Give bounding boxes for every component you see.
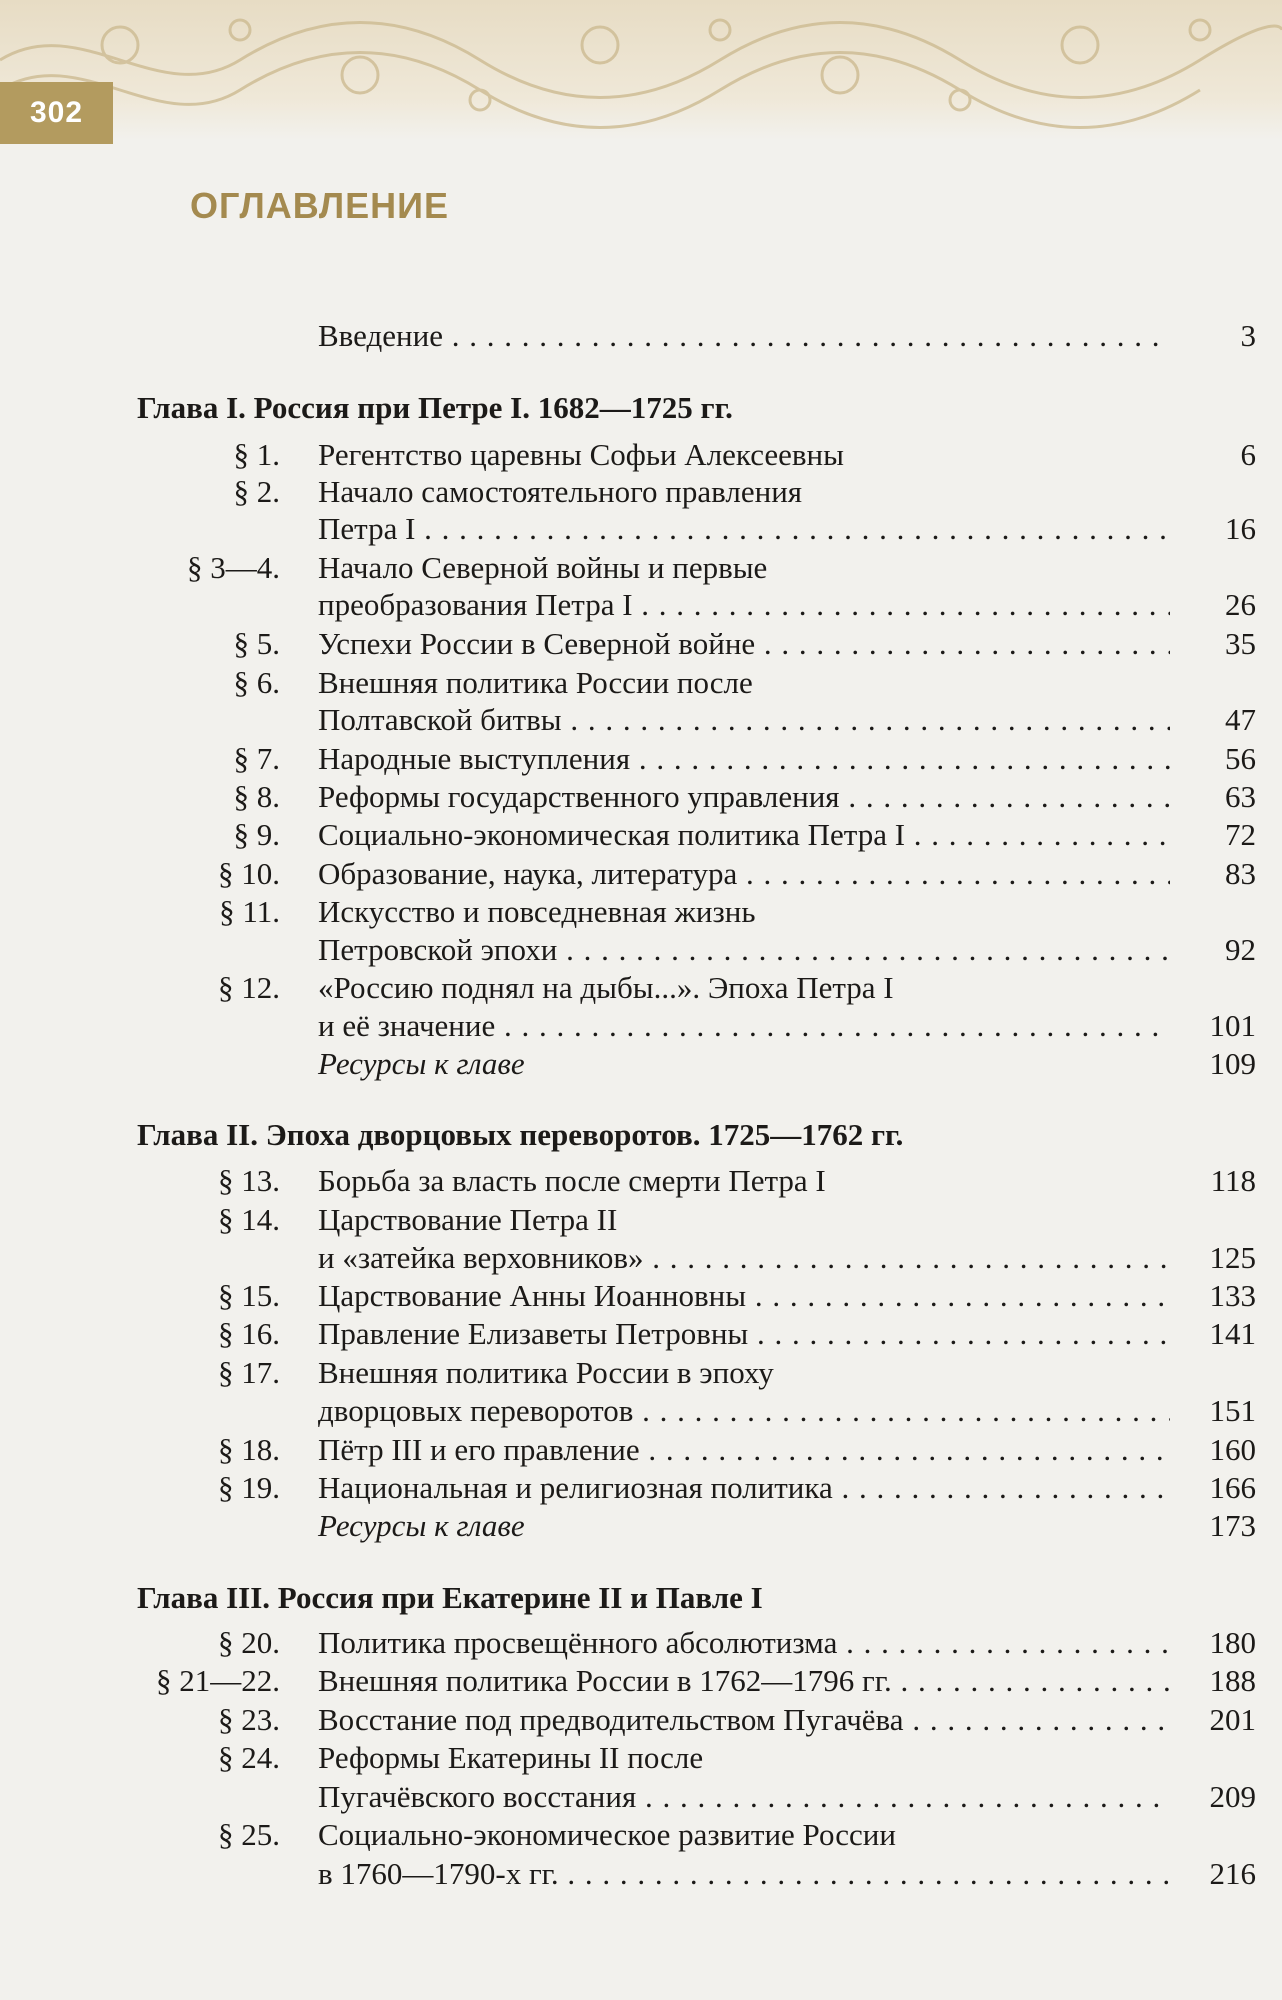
toc-entry-title[interactable]: Внешняя политика России после — [318, 665, 753, 700]
toc-entry-title[interactable]: Восстание под предводительством Пугачёва . . . — [318, 1702, 1170, 1738]
toc-page: 26 — [1170, 587, 1256, 623]
toc-num: § 19. — [218, 1470, 280, 1505]
toc-page: 133 — [1170, 1278, 1256, 1314]
toc-title: ОГЛАВЛЕНИЕ — [190, 185, 450, 226]
toc-num: § 20. — [218, 1625, 280, 1660]
toc-page: 188 — [1170, 1663, 1256, 1699]
toc-num: § 3—4. — [187, 550, 280, 585]
toc-page: 160 — [1170, 1432, 1256, 1468]
toc-page: 125 — [1170, 1240, 1256, 1276]
toc-entry-title[interactable]: Начало самостоятельного правления — [318, 474, 803, 509]
toc-entry-title[interactable]: Борьба за власть после смерти Петра I — [318, 1163, 826, 1198]
toc-entry-title-cont[interactable]: Полтавской битвы . . . — [318, 702, 1170, 738]
toc-entry-intro[interactable]: Введение . . . — [318, 318, 1170, 354]
toc-entry-resources[interactable]: Ресурсы к главе — [318, 1508, 525, 1543]
toc-entry-resources[interactable]: Ресурсы к главе — [318, 1046, 525, 1081]
toc-entry-title[interactable]: Реформы Екатерины II после — [318, 1740, 704, 1775]
toc-entry-title[interactable]: Царствование Петра II — [318, 1202, 618, 1237]
toc-entry-title[interactable]: Успехи России в Северной войне . . . — [318, 626, 1170, 662]
toc-entry-title-cont[interactable]: в 1760—1790-х гг. . . . — [318, 1856, 1170, 1892]
toc-entry-title-cont[interactable]: преобразования Петра I . . . — [318, 587, 1170, 623]
toc-num: § 15. — [218, 1278, 280, 1313]
toc-num: § 7. — [233, 741, 280, 776]
toc-page: 151 — [1170, 1393, 1256, 1429]
toc-page: 16 — [1170, 511, 1256, 547]
toc-page: 56 — [1170, 741, 1256, 777]
toc-entry-title-cont[interactable]: и «затейка верховников» . . . — [318, 1240, 1170, 1276]
toc-num: § 11. — [219, 894, 280, 929]
chapter-1-title[interactable]: Глава I. Россия при Петре I. 1682—1725 гг. — [137, 390, 733, 425]
toc-entry-title-cont[interactable]: дворцовых переворотов . . . — [318, 1393, 1170, 1429]
toc-page-intro: 3 — [1170, 318, 1256, 354]
toc-page: 109 — [1170, 1046, 1256, 1082]
toc-num: § 17. — [218, 1355, 280, 1390]
toc-num: § 9. — [233, 817, 280, 852]
toc-entry-title[interactable]: Регентство царевны Софьи Алексеевны — [318, 437, 844, 472]
toc-page: 173 — [1170, 1508, 1256, 1544]
toc-page: 72 — [1170, 817, 1256, 853]
toc-entry-title[interactable]: Национальная и религиозная политика . . . — [318, 1470, 1170, 1506]
toc-page: 216 — [1170, 1856, 1256, 1892]
toc-num: § 8. — [233, 779, 280, 814]
page-number-tab: 302 — [0, 82, 113, 144]
toc-entry-title[interactable]: Царствование Анны Иоанновны . . . — [318, 1278, 1170, 1314]
toc-page: 35 — [1170, 626, 1256, 662]
chapter-3-title[interactable]: Глава III. Россия при Екатерине II и Павле I — [137, 1580, 763, 1615]
toc-num: § 2. — [233, 474, 280, 509]
toc-page: 83 — [1170, 856, 1256, 892]
toc-page: 180 — [1170, 1625, 1256, 1661]
toc-entry-title[interactable]: Реформы государственного управления . . . — [318, 779, 1170, 815]
toc-num: § 25. — [218, 1817, 280, 1852]
toc-entry-title[interactable]: Социально-экономическое развитие России — [318, 1817, 896, 1852]
toc-entry-title-cont[interactable]: Петровской эпохи . . . — [318, 932, 1170, 968]
toc-entry-title[interactable]: Политика просвещённого абсолютизма . . . — [318, 1625, 1170, 1661]
toc-num: § 24. — [218, 1740, 280, 1775]
toc-entry-title[interactable]: Социально-экономическая политика Петра I . . . — [318, 817, 1170, 853]
toc-num: § 12. — [218, 970, 280, 1005]
toc-num: § 16. — [218, 1316, 280, 1351]
toc-entry-title[interactable]: Начало Северной войны и первые — [318, 550, 768, 585]
toc-entry-title[interactable]: Пётр III и его правление . . . — [318, 1432, 1170, 1468]
toc-entry-title-cont[interactable]: Петра I . . . — [318, 511, 1170, 547]
toc-entry-title-cont[interactable]: Пугачёвского восстания . . . — [318, 1779, 1170, 1815]
toc-page: 101 — [1170, 1008, 1256, 1044]
toc-page: 141 — [1170, 1316, 1256, 1352]
toc-num: § 13. — [218, 1163, 280, 1198]
toc-num: § 10. — [218, 856, 280, 891]
toc-entry-title[interactable]: Образование, наука, литература . . . — [318, 856, 1170, 892]
toc-entry-title[interactable]: Искусство и повседневная жизнь — [318, 894, 756, 929]
toc-num: § 21—22. — [156, 1663, 280, 1698]
toc-num: § 18. — [218, 1432, 280, 1467]
toc-page: 118 — [1170, 1163, 1256, 1199]
chapter-2-title[interactable]: Глава II. Эпоха дворцовых переворотов. 1725—1762 гг. — [137, 1117, 904, 1152]
toc-entry-title[interactable]: Правление Елизаветы Петровны . . . — [318, 1316, 1170, 1352]
toc-entry-title[interactable]: Внешняя политика России в эпоху — [318, 1355, 774, 1390]
toc-num: § 1. — [233, 437, 280, 472]
toc-page: 47 — [1170, 702, 1256, 738]
toc-entry-title[interactable]: «Россию поднял на дыбы...». Эпоха Петра I — [318, 970, 894, 1005]
toc-page: 166 — [1170, 1470, 1256, 1506]
toc-page: 63 — [1170, 779, 1256, 815]
toc-entry-title-cont[interactable]: и её значение . . . — [318, 1008, 1170, 1044]
toc-entry-title[interactable]: Народные выступления . . . — [318, 741, 1170, 777]
toc-num: § 23. — [218, 1702, 280, 1737]
toc-num: § 6. — [233, 665, 280, 700]
toc-num: § 14. — [218, 1202, 280, 1237]
toc-page: 201 — [1170, 1702, 1256, 1738]
toc-page: 92 — [1170, 932, 1256, 968]
toc-page: 209 — [1170, 1779, 1256, 1815]
toc-num: § 5. — [233, 626, 280, 661]
toc-page: 6 — [1170, 437, 1256, 473]
toc-entry-title[interactable]: Внешняя политика России в 1762—1796 гг. . . . — [318, 1663, 1170, 1699]
